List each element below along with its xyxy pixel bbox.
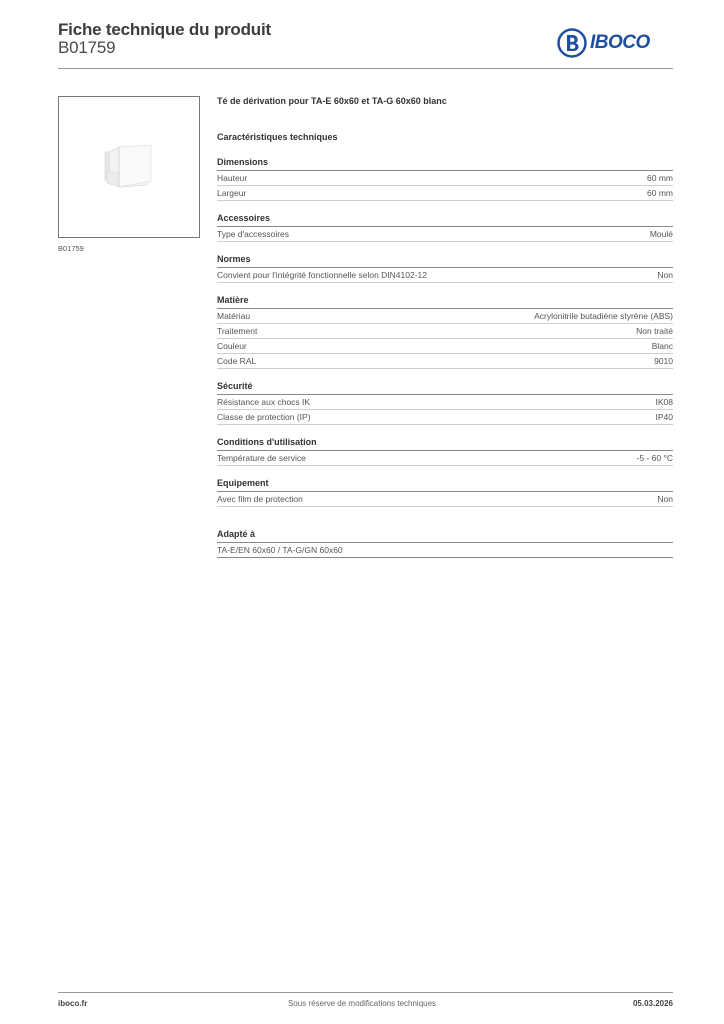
spec-section-title: Conditions d'utilisation <box>217 437 673 451</box>
spec-value: Moulé <box>649 229 673 239</box>
spec-label: Largeur <box>217 188 247 198</box>
spec-label: Couleur <box>217 341 247 351</box>
spec-row <box>217 354 673 369</box>
spec-section <box>217 295 673 369</box>
spec-label: Convient pour l'intégrité fonctionnelle selon DIN4102-12 <box>217 270 428 280</box>
spec-label: Type d'accessoires <box>217 229 290 239</box>
spec-section <box>217 213 673 242</box>
adapted-title: Adapté à <box>217 529 673 543</box>
iboco-logo-icon <box>557 28 587 58</box>
logo-wordmark: IBOCO <box>590 32 650 53</box>
footer-date: 05.03.2026 <box>632 999 673 1008</box>
spec-section-title: Dimensions <box>217 157 673 171</box>
spec-section-title: Accessoires <box>217 213 673 227</box>
spec-row <box>217 339 673 354</box>
spec-row <box>217 324 673 339</box>
header-divider <box>58 68 673 69</box>
specs-heading: Caractéristiques techniques <box>217 132 338 142</box>
spec-row <box>217 227 673 242</box>
spec-section-title: Sécurité <box>217 381 673 395</box>
spec-label: Matériau <box>217 311 251 321</box>
adapted-section <box>217 529 673 558</box>
brand-logo <box>557 28 650 58</box>
product-image <box>58 96 200 238</box>
spec-label: Avec film de protection <box>217 494 303 504</box>
spec-value: 60 mm <box>647 173 673 183</box>
page-title: Fiche technique du produit <box>58 20 271 39</box>
spec-row <box>217 410 673 425</box>
spec-row <box>217 395 673 410</box>
spec-section <box>217 381 673 425</box>
spec-section <box>217 478 673 507</box>
spec-section <box>217 254 673 283</box>
spec-value: IP40 <box>655 412 673 422</box>
spec-row <box>217 186 673 201</box>
spec-row <box>217 451 673 466</box>
spec-value: Non traité <box>636 326 673 336</box>
spec-label: Résistance aux chocs IK <box>217 397 311 407</box>
product-code: B01759 <box>58 38 116 57</box>
product-title: Té de dérivation pour TA-E 60x60 et TA-G 60x60 blanc <box>217 96 447 106</box>
spec-row <box>217 492 673 507</box>
spec-value: Non <box>657 494 673 504</box>
adapted-value: TA-E/EN 60x60 / TA-G/GN 60x60 <box>217 543 673 558</box>
spec-label: Hauteur <box>217 173 248 183</box>
spec-section-title: Equipement <box>217 478 673 492</box>
spec-value: 60 mm <box>647 188 673 198</box>
spec-value: Blanc <box>651 341 673 351</box>
spec-value: 9010 <box>654 356 673 366</box>
spec-value: -5 - 60 °C <box>636 453 673 463</box>
spec-label: Code RAL <box>217 356 257 366</box>
spec-section-title: Matière <box>217 295 673 309</box>
spec-content <box>217 96 673 558</box>
spec-value: IK08 <box>655 397 673 407</box>
spec-row <box>217 268 673 283</box>
footer-divider <box>58 992 673 993</box>
spec-row <box>217 171 673 186</box>
footer-disclaimer: Sous réserve de modifications techniques <box>287 999 437 1008</box>
spec-sections <box>217 157 673 507</box>
image-caption: B01759 <box>58 244 84 253</box>
spec-label: Température de service <box>217 453 306 463</box>
spec-value: Non <box>657 270 673 280</box>
footer-website: iboco.fr <box>58 999 88 1008</box>
product-photo-icon <box>59 97 199 237</box>
spec-section <box>217 437 673 466</box>
spec-section <box>217 157 673 201</box>
spec-row <box>217 309 673 324</box>
spec-value: Acrylonitrile butadiène styrène (ABS) <box>534 311 673 321</box>
spec-section-title: Normes <box>217 254 673 268</box>
spec-label: Traitement <box>217 326 258 336</box>
spec-label: Classe de protection (IP) <box>217 412 311 422</box>
